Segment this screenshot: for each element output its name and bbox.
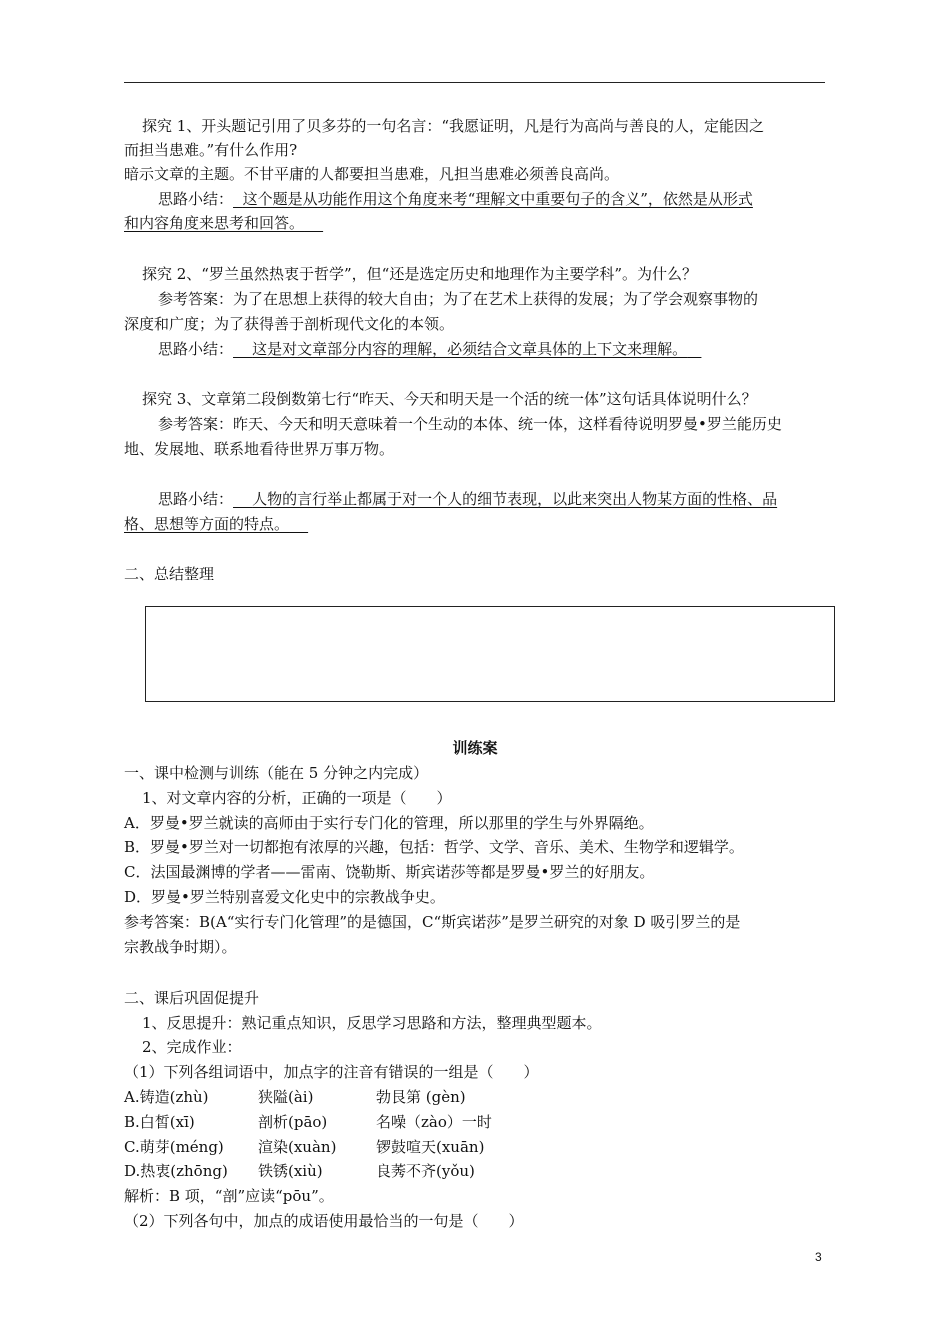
page-number: 3	[815, 1250, 822, 1264]
explore3-summary-line1	[158, 489, 777, 509]
reflection-item: 1、反思提升：熟记重点知识，反思学习思路和方法，整理典型题本。	[142, 1014, 602, 1032]
training-question1: 1、对文章内容的分析，正确的一项是（ ）	[142, 789, 452, 807]
explore1-summary-label: 思路小结：	[158, 190, 234, 208]
pinyin-row-d-col3: 良莠不齐(yǒu)	[376, 1162, 475, 1180]
pinyin-row-c-col3: 锣鼓喧天(xuān)	[376, 1138, 485, 1156]
pinyin-row-a-col1: A.铸造(zhù)	[124, 1088, 209, 1106]
pinyin-row-c-col2: 渲染(xuàn)	[258, 1138, 337, 1156]
option-c: C．法国最渊博的学者——雷南、饶勒斯、斯宾诺莎等都是罗曼•罗兰的好朋友。	[124, 863, 655, 881]
header-rule	[124, 82, 825, 83]
homework-question1: （1）下列各组词语中，加点字的注音有错误的一组是（ ）	[124, 1063, 539, 1081]
option-a: A．罗曼•罗兰就读的高师由于实行专门化的管理，所以那里的学生与外界隔绝。	[124, 814, 654, 832]
explore1-summary-line2	[124, 213, 323, 233]
option-d: D．罗曼•罗兰特别喜爱文化史中的宗教战争史。	[124, 888, 445, 906]
pinyin-row-c-col1: C.萌芽(méng)	[124, 1138, 224, 1156]
reference-answer-line2: 宗教战争时期）。	[124, 938, 237, 956]
reference-answer-line1: 参考答案：B(A“实行专门化管理”的是德国，C“斯宾诺莎”是罗兰研究的对象 D 吸引罗兰的是	[124, 913, 741, 931]
pinyin-row-b-col3: 名噪（zào）一时	[376, 1113, 492, 1131]
pinyin-row-a-col3: 勃艮第 (gèn)	[376, 1088, 466, 1106]
training-title: 训练案	[452, 739, 498, 757]
option-b: B．罗曼•罗兰对一切都抱有浓厚的兴趣，包括：哲学、文学、音乐、美术、生物学和逻辑学。	[124, 838, 744, 856]
explore2-answer-line1: 参考答案：为了在思想上获得的较大自由；为了在艺术上获得的发展；为了学会观察事物的	[158, 290, 759, 308]
summary-answer-box	[145, 606, 835, 702]
explore3-answer-line2: 地、发展地、联系地看待世界万事万物。	[124, 440, 395, 458]
explore1-answer: 暗示文章的主题。不甘平庸的人都要担当患难，凡担当患难必须善良高尚。	[124, 165, 620, 183]
pinyin-row-b-col1: B.白皙(xī)	[124, 1113, 195, 1131]
explore3-summary-label: 思路小结：	[158, 490, 234, 508]
pinyin-row-d-col1: D.热衷(zhōng)	[124, 1162, 228, 1180]
explore2-summary	[158, 339, 701, 359]
training-section1-heading: 一、课中检测与训练（能在 5 分钟之内完成）	[124, 764, 429, 782]
explore3-answer-line1: 参考答案：昨天、今天和明天意味着一个生动的本体、统一体，这样看待说明罗曼•罗兰能历史	[158, 415, 782, 433]
explore3-summary-line2	[124, 514, 308, 534]
explore2-question: 探究 2、“罗兰虽然热衷于哲学”，但“还是选定历史和地理作为主要学科”。为什么？	[142, 265, 697, 283]
explore3-summary-text2: 格、思想等方面的特点。	[124, 515, 290, 533]
pinyin-row-b-col2: 剖析(pāo)	[258, 1113, 328, 1131]
explore1-question-line2: 而担当患难。”有什么作用?	[124, 141, 298, 159]
explore1-summary-text1: 这个题是从功能作用这个角度来考“理解文中重要句子的含义”，依然是从形式	[242, 190, 753, 208]
explore1-summary-text2: 和内容角度来思考和回答。	[124, 214, 305, 232]
analysis: 解析：B 项，“剖”应读“pōu”。	[124, 1187, 334, 1205]
explore2-summary-text: 这是对文章部分内容的理解，必须结合文章具体的上下文来理解。	[252, 340, 688, 358]
explore2-summary-label: 思路小结：	[158, 340, 234, 358]
homework-item: 2、完成作业：	[142, 1038, 242, 1056]
explore1-question-line1: 探究 1、开头题记引用了贝多芬的一句名言：“我愿证明，凡是行为高尚与善良的人，定能因之	[142, 117, 764, 135]
pinyin-row-a-col2: 狭隘(ài)	[258, 1088, 314, 1106]
summary-section-heading: 二、总结整理	[124, 565, 215, 583]
explore2-answer-line2: 深度和广度；为了获得善于剖析现代文化的本领。	[124, 315, 455, 333]
explore3-summary-text1: 人物的言行举止都属于对一个人的细节表现，以此来突出人物某方面的性格、品	[252, 490, 778, 508]
homework-question2: （2）下列各句中，加点的成语使用最恰当的一句是（ ）	[124, 1212, 524, 1230]
pinyin-row-d-col2: 铁锈(xiù)	[258, 1162, 323, 1180]
explore3-question: 探究 3、文章第二段倒数第七行“昨天、今天和明天是一个活的统一体”这句话具体说明什么？	[142, 390, 757, 408]
training-section2-heading: 二、课后巩固促提升	[124, 989, 260, 1007]
explore1-summary-line1	[158, 189, 753, 209]
